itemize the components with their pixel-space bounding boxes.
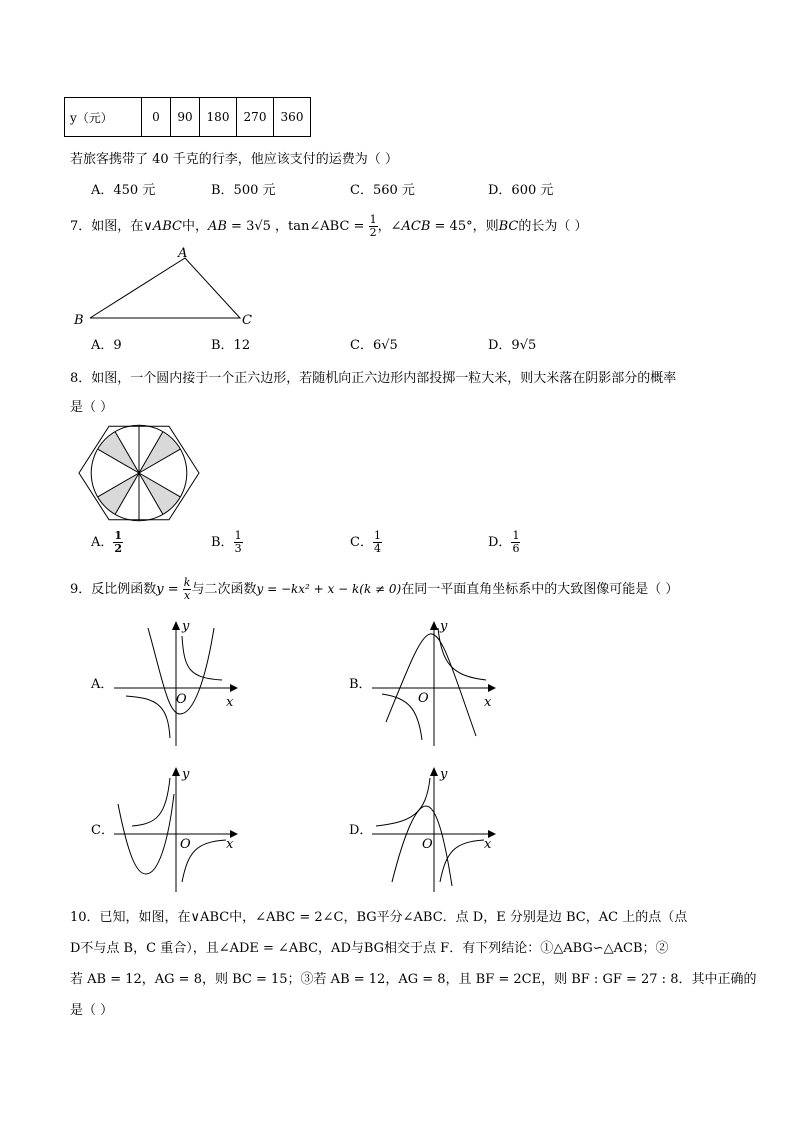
vertex-label-b: B <box>74 313 84 328</box>
numerator: 1 <box>373 529 381 542</box>
q8-option-a[interactable] <box>91 530 123 555</box>
fraction <box>234 530 243 555</box>
q6-option-d[interactable]: D．600 元 <box>488 183 554 198</box>
q6-option-c[interactable]: C．560 元 <box>350 183 415 198</box>
axis-x-label: x <box>484 837 492 852</box>
q8-stem-line1: 8．如图，一个圆内接于一个正六边形，若随机向正六边形内部投掷一粒大米，则大米落在阴影部分的概率 <box>70 371 677 386</box>
q10-stem-line2: D不与点 B，C 重合），且∠ADE = ∠ABC，AD与BG相交于点 F．有下列结论：①△ABG∽△ACB；② <box>70 941 669 956</box>
fraction <box>511 530 520 555</box>
q10-stem-line1: 10．已知，如图，在∨ABC中，∠ABC = 2∠C，BG平分∠ABC．点 D，E 分别是边 BC，AC 上的点（点 <box>70 910 688 925</box>
q7-option-c[interactable]: C．6√5 <box>350 338 398 353</box>
option-label: B． <box>211 535 234 550</box>
text: 如图，在 <box>91 219 144 234</box>
math: ∨ABC <box>143 219 182 234</box>
axis-y-label: y <box>182 619 190 634</box>
origin-label: O <box>180 837 191 852</box>
table-cell: 360 <box>274 98 311 137</box>
numerator: 1 <box>114 529 123 542</box>
fraction <box>369 214 378 239</box>
q7-stem <box>70 214 587 239</box>
freight-table <box>64 97 311 137</box>
axis-x-label: x <box>484 695 492 710</box>
origin-label: O <box>422 837 433 852</box>
q6-option-b[interactable]: B．500 元 <box>211 183 276 198</box>
axis-y-label: y <box>440 619 448 634</box>
graph-a <box>114 618 244 746</box>
denominator: x <box>184 589 191 602</box>
math: tan∠ABC <box>288 219 350 234</box>
denominator: 6 <box>512 542 520 555</box>
q6-option-a[interactable]: A．450 元 <box>91 183 156 198</box>
text: 中， <box>181 219 208 234</box>
text: 在同一平面直角坐标系中的大致图像可能是（ ） <box>401 582 679 597</box>
numerator: 1 <box>369 213 377 226</box>
text: 9．反比例函数 <box>70 582 157 597</box>
graph-label-c[interactable]: C． <box>91 823 114 838</box>
math: = <box>349 219 369 234</box>
table-cell: 0 <box>142 98 171 137</box>
denominator: 4 <box>373 542 381 555</box>
origin-label: O <box>418 691 429 706</box>
denominator: 2 <box>369 226 377 239</box>
math: y = <box>156 582 183 597</box>
option-label: C． <box>350 535 373 550</box>
q8-option-d[interactable] <box>488 530 520 555</box>
table-cell: 90 <box>171 98 200 137</box>
math: AB <box>207 219 227 234</box>
option-label: A． <box>91 535 114 550</box>
text: 的长为（ ） <box>518 219 588 234</box>
q8-option-b[interactable] <box>211 530 243 555</box>
math: = 3√5 ， <box>226 219 289 234</box>
q10-stem-line4: 是（ ） <box>70 1003 114 1018</box>
graph-b <box>372 618 502 746</box>
vertex-label-a: A <box>178 246 188 261</box>
numerator: 1 <box>234 529 242 542</box>
q8-option-c[interactable] <box>350 530 382 555</box>
vertex-label-c: C <box>242 313 252 328</box>
origin-label: O <box>176 692 187 707</box>
axis-y-label: y <box>440 767 448 782</box>
table-row <box>65 98 311 137</box>
q7-option-a[interactable]: A．9 <box>91 338 122 353</box>
denominator: 3 <box>234 542 242 555</box>
denominator: 2 <box>114 542 123 555</box>
math: = 45°，则 <box>430 219 499 234</box>
axis-y-label: y <box>182 767 190 782</box>
question-number: 7． <box>70 219 92 234</box>
graph-d <box>372 764 502 892</box>
hyperbola-branch <box>376 778 430 826</box>
axis-x-label: x <box>226 837 234 852</box>
q8-stem-line2: 是（ ） <box>70 400 114 415</box>
text: 与二次函数 <box>191 582 257 597</box>
q7-option-b[interactable]: B．12 <box>211 338 251 353</box>
hyperbola-branch <box>132 778 170 826</box>
hyperbola-branch <box>440 840 484 882</box>
math: y = −kx² + x − k(k ≠ 0) <box>256 582 402 596</box>
table-cell: 180 <box>200 98 237 137</box>
triangle-figure <box>70 243 270 333</box>
option-label: D． <box>488 535 512 550</box>
q6-stem: 若旅客携带了 40 千克的行李，他应该支付的运费为（ ） <box>70 152 398 167</box>
q7-option-d[interactable]: D．9√5 <box>488 338 537 353</box>
hyperbola-branch <box>182 636 222 680</box>
graph-label-b[interactable]: B． <box>349 677 372 692</box>
q10-stem-line3: 若 AB = 12，AG = 8，则 BC = 15；③若 AB = 12，AG = 8，且 BF = 2CE，则 BF : GF = 27 : 8．其中正确的 <box>70 972 757 987</box>
hyperbola-branch <box>126 696 170 738</box>
table-cell: 270 <box>237 98 274 137</box>
numerator: k <box>183 576 191 589</box>
graph-label-d[interactable]: D． <box>349 823 373 838</box>
q9-stem <box>70 577 678 602</box>
table-header-cell: y（元） <box>65 98 142 137</box>
math: ∠ACB <box>390 219 431 234</box>
fraction <box>113 530 123 555</box>
numerator: 1 <box>512 529 520 542</box>
fraction <box>373 530 382 555</box>
math: BC <box>498 219 519 234</box>
parabola-curve <box>386 634 476 736</box>
axis-x-label: x <box>226 695 234 710</box>
hyperbola-branch <box>438 628 486 680</box>
graph-c <box>114 764 244 892</box>
hexagon-figure <box>72 418 206 528</box>
text: ， <box>377 219 391 234</box>
graph-label-a[interactable]: A． <box>91 677 114 692</box>
